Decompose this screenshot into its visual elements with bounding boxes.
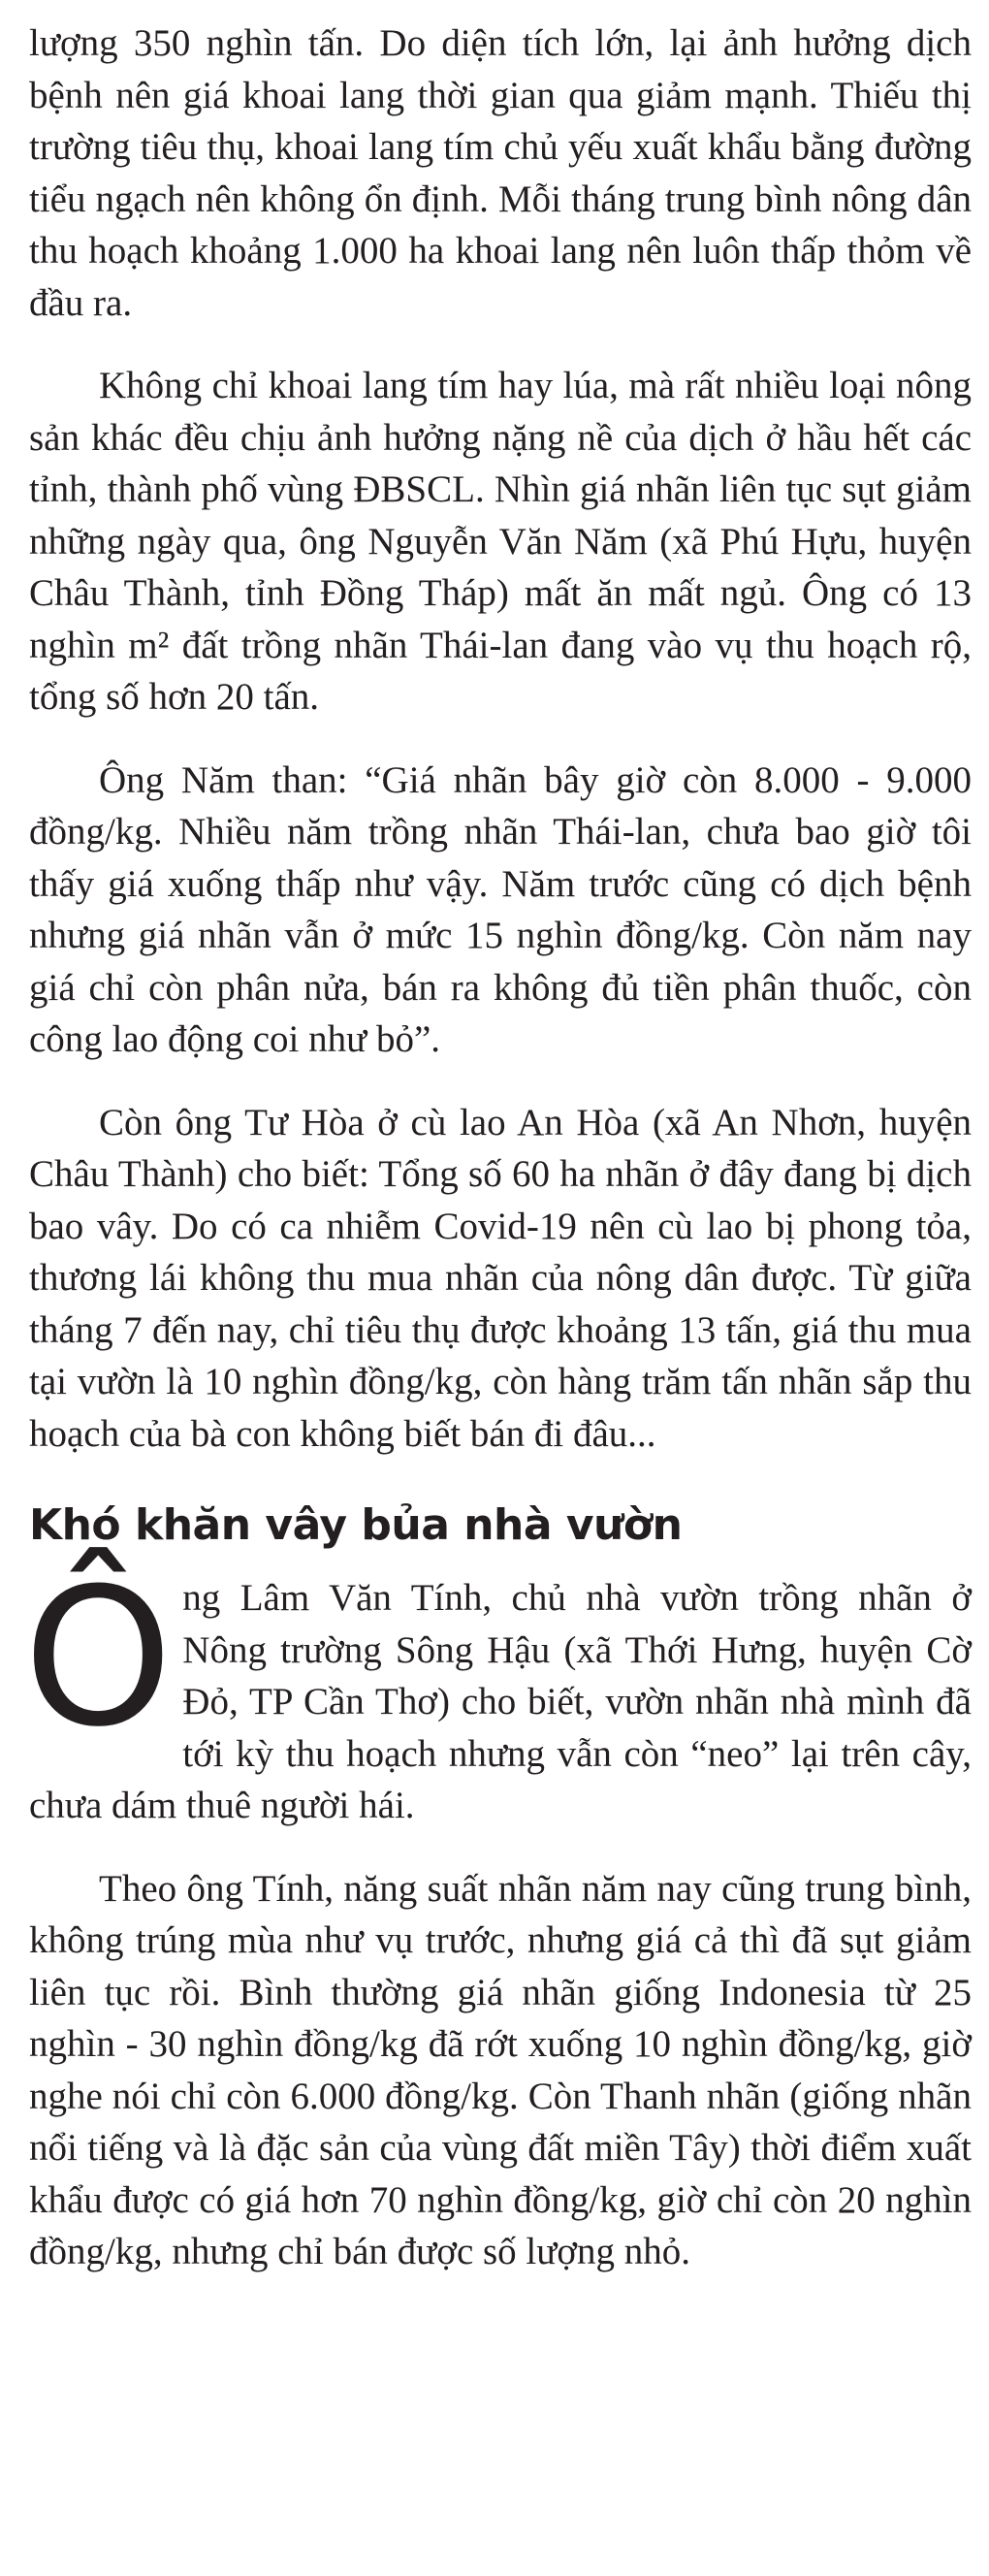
- paragraph-1: lượng 350 nghìn tấn. Do diện tích lớn, lại ảnh hưởng dịch bệnh nên giá khoai lang thời gian qua giảm mạnh. Thiếu thị trường tiêu thụ, khoai lang tím chủ yếu xuất khẩu bằng đường tiểu ngạch nên không ổn định. Mỗi tháng trung bình nông dân thu hoạch khoảng 1.000 ha khoai lang nên luôn thấp thỏm về đầu ra.: [29, 22, 972, 324]
- paragraph-2: Không chỉ khoai lang tím hay lúa, mà rất nhiều loại nông sản khác đều chịu ảnh hưởng nặng nề của dịch ở hầu hết các tỉnh, thành phố vùng ĐBSCL. Nhìn giá nhãn liên tục sụt giảm những ngày qua, ông Nguyễn Văn Năm (xã Phú Hựu, huyện Châu Thành, tỉnh Đồng Tháp) mất ăn mất ngủ. Ông có 13 nghìn m² đất trồng nhãn Thái-lan đang vào vụ thu hoạch rộ, tổng số hơn 20 tấn.: [29, 365, 972, 718]
- section-heading: Khó khăn vây bủa nhà vườn: [29, 1500, 683, 1550]
- article-page: [23, 17, 972, 2309]
- drop-cap: Ô: [23, 1548, 174, 1769]
- paragraph-5: [23, 1548, 972, 1832]
- paragraph-6: Theo ông Tính, năng suất nhãn năm nay cũng trung bình, không trúng mùa như vụ trước, nhưng giá cả thì đã sụt giảm liên tục rồi. Bình thường giá nhãn giống Indonesia từ 25 nghìn - 30 nghìn đồng/kg đã rớt xuống 10 nghìn đồng/kg, giờ nghe nói chỉ còn 6.000 đồng/kg. Còn Thanh nhãn (giống nhãn nổi tiếng và là đặc sản của vùng đất miền Tây) thời điểm xuất khẩu được có giá hơn 70 nghìn đồng/kg, giờ chỉ còn 20 nghìn đồng/kg, nhưng chỉ bán được số lượng nhỏ.: [29, 1867, 972, 2272]
- paragraph-4: Còn ông Tư Hòa ở cù lao An Hòa (xã An Nhơn, huyện Châu Thành) cho biết: Tổng số 60 ha nhãn ở đây đang bị dịch bao vây. Do có ca nhiễm Covid-19 nên cù lao bị phong tỏa, thương lái không thu mua nhãn của nông dân được. Từ giữa tháng 7 đến nay, chỉ tiêu thụ được khoảng 13 tấn, giá thu mua tại vườn là 10 nghìn đồng/kg, còn hàng trăm tấn nhãn sắp thu hoạch của bà con không biết bán đi đâu...: [29, 1101, 972, 1455]
- paragraph-3: Ông Năm than: “Giá nhãn bây giờ còn 8.000 - 9.000 đồng/kg. Nhiều năm trồng nhãn Thái-lan, chưa bao giờ tôi thấy giá xuống thấp như vậy. Năm trước cũng có dịch bệnh nhưng giá nhãn vẫn ở mức 15 nghìn đồng/kg. Còn năm nay giá chỉ còn phân nửa, bán ra không đủ tiền phân thuốc, còn công lao động coi như bỏ”.: [29, 758, 972, 1060]
- paragraph-5-text: ng Lâm Văn Tính, chủ nhà vườn trồng nhãn ở Nông trường Sông Hậu (xã Thới Hưng, huyện Cờ Đỏ, TP Cần Thơ) cho biết, vườn nhãn nhà mình đã tới kỳ thu hoạch nhưng vẫn còn “neo” lại trên cây, chưa dám thuê người hái.: [29, 1577, 972, 1826]
